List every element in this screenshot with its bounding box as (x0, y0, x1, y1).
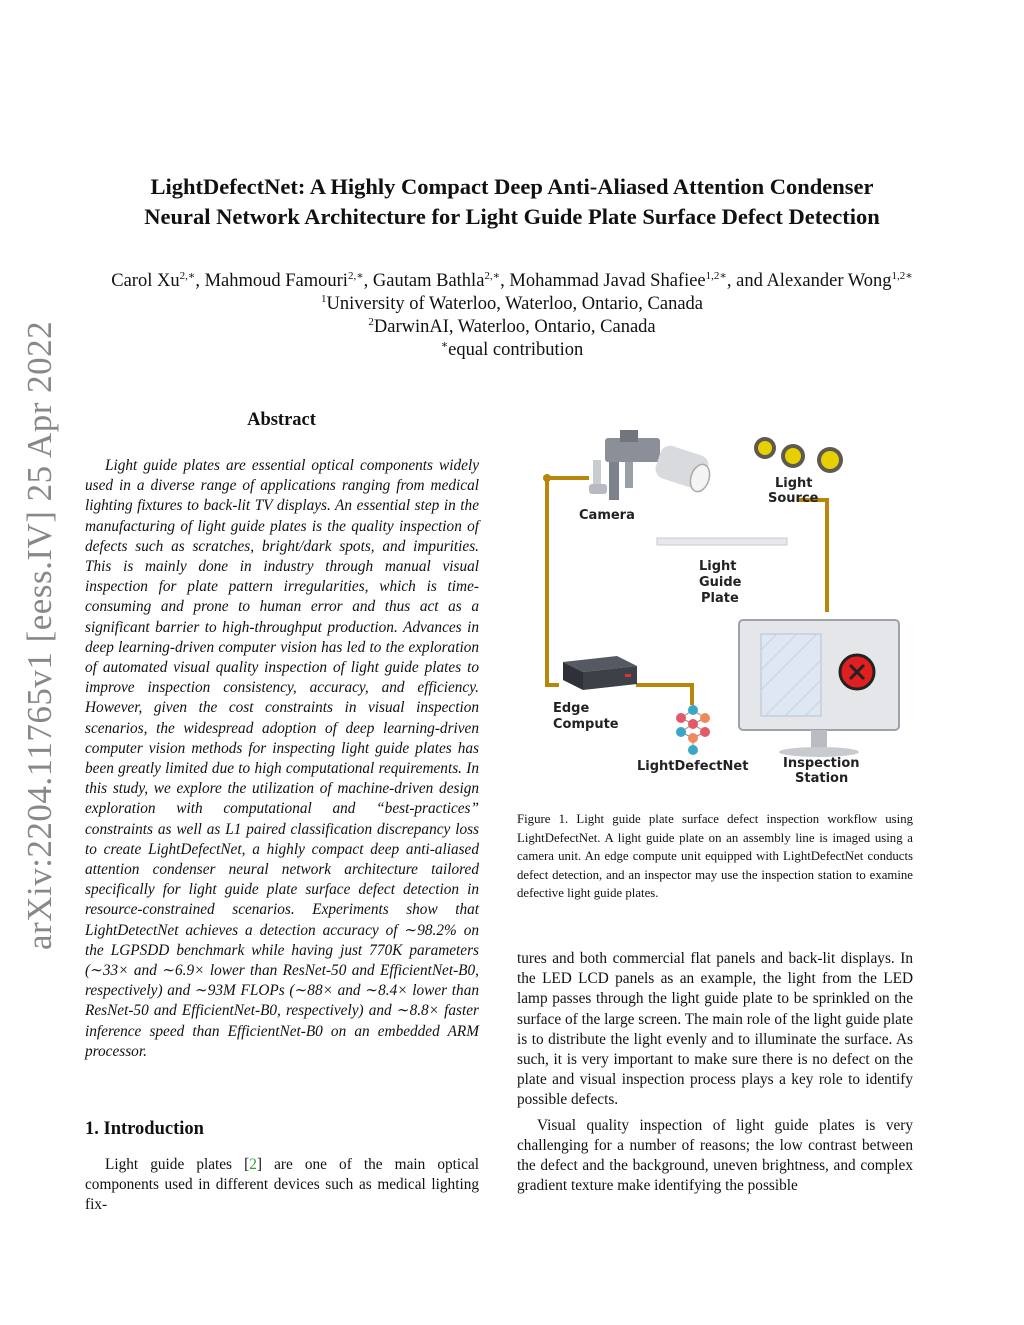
camera-label: Camera (579, 508, 635, 523)
light-guide-plate-icon (657, 538, 787, 545)
inspection-station-icon (739, 620, 899, 757)
title-line-1: LightDefectNet: A Highly Compact Deep Anti-Aliased Attention Condenser (150, 174, 874, 199)
connector-dot (543, 474, 551, 482)
author-affil: 1,2∗ (705, 270, 727, 282)
station-label-1: Inspection (783, 756, 860, 771)
author-name: Mohammad Javad Shafiee (509, 271, 706, 291)
author-affil: 1,2∗ (891, 270, 913, 282)
affiliation: $^2$DarwinAI, Waterloo, Ontario, Canada (368, 316, 656, 337)
paper-title (60, 172, 964, 232)
network-label: LightDefectNet (637, 759, 749, 774)
light-source-label-2: Source (768, 491, 819, 506)
plate-label-1: Light (699, 559, 737, 574)
station-label-2: Station (795, 771, 849, 786)
light-source-label-1: Light (775, 476, 813, 491)
author-affil: 2,∗ (179, 270, 196, 282)
plate-label-2: Guide (699, 575, 742, 590)
author-name: Mahmoud Famouri (204, 271, 348, 291)
paragraph: tures and both commercial flat panels and back-lit displays. In the LED LCD panels as an example, the light from the LED lamp passes through the light guide plate to be sprinkled on the surface of the large screen. The main role of the light guide plate is to distribute the light evenly and to illuminate the surface. As such, it is very important to make sure there is no defect on the plate and visual inspection process plays a key role to identify possible defects. (517, 950, 913, 1109)
camera-icon (589, 430, 713, 500)
citation-link[interactable]: 2 (249, 1156, 257, 1173)
author-affil: 2,∗ (347, 270, 364, 282)
author-name: and Alexander Wong (736, 271, 892, 291)
author-name: Gautam Bathla (372, 271, 485, 291)
plate-label-3: Plate (701, 591, 739, 606)
abstract-text: Light guide plates are essential optical components widely used in a diverse range of applications ranging from medical lighting fixtures to back-lit TV displays. An essential step in the manufacturing of light guide plates is the quality inspection of defects such as scratches, bright/dark spots, and impurities. This is mainly done in industry through manual visual inspection for plate pattern irregularities, which is time-consuming and prone to human error and thus act as a significant barrier to high-throughput production. Advances in deep learning-driven computer vision has led to the exploration of automated visual quality inspection of light guide plates to improve inspection consistency, accuracy, and efficiency. However, given the cost constraints in visual inspection scenarios, the widespread adoption of deep learning-driven computer vision methods for inspecting light guide plates has been greatly limited due to high computational requirements. In this study, we explore the utilization of machine-driven design exploration with computational and “best-practices” constraints as well as L1 paired classification discrepancy loss to create LightDefectNet, a highly compact deep anti-aliased attention condenser neural network architecture tailored specifically for light guide plate surface defect detection in resource-constrained scenarios. Experiments show that LightDetectNet achieves a detection accuracy of ∼98.2% on the LGPSDD benchmark while having just 770K parameters (∼33× and ∼6.9× lower than ResNet-50 and EfficientNet-B0, respectively) and ∼93M FLOPs (∼88× and ∼8.4× lower than ResNet-50 and EfficientNet-B0, respectively) and ∼8.8× faster inference speed than EfficientNet-B0 on an embedded ARM processor. (85, 457, 479, 1060)
arxiv-stamp: arXiv:2204.11765v1 [eess.IV] 25 Apr 2022 (20, 320, 59, 950)
intro-paragraph: Light guide plates [2] are one of the main optical components used in different devices such as medical lighting fix- (85, 1156, 479, 1214)
author-name: Carol Xu (111, 271, 180, 291)
workflow-figure (517, 420, 917, 790)
author-list: Carol $Xu^{2,∗}$, Mahmoud Famouri$^{2,∗}$, Gautam Bathla$^{2,∗}$, Mohammad Javad Shafiee$^{1,2∗}$, and Alexander Wong$^{1,2∗}$ (111, 270, 913, 291)
edge-compute-icon (563, 656, 637, 690)
right-column-text (517, 949, 913, 1196)
light-source-icon (754, 437, 843, 473)
figure-caption: Figure 1. Light guide plate surface defect inspection workflow using LightDefectNet. A light guide plate on an assembly line is imaged using a camera unit. An edge compute unit equipped with LightDefectNet conducts defect detection, and an inspector may use the inspection station to examine defective light guide plates. (517, 812, 913, 900)
section-heading: 1. Introduction (85, 1119, 204, 1139)
edge-compute-label-1: Edge (553, 701, 590, 716)
paragraph: Visual quality inspection of light guide plates is very challenging for a number of reasons; the low contrast between the defect and the background, uneven brightness, and complex gradient texture make identifying the possible (517, 1116, 913, 1195)
abstract-heading: Abstract (247, 410, 316, 430)
edge-compute-label-2: Compute (553, 717, 619, 732)
neural-network-icon (676, 705, 710, 755)
title-line-2: Neural Network Architecture for Light Guide Plate Surface Defect Detection (144, 204, 880, 229)
author-block (40, 270, 984, 362)
author-affil: 2,∗ (484, 270, 501, 282)
affiliation-note: ∗equal contribution (440, 339, 584, 360)
affiliation: $^1$University of Waterloo, Waterloo, Ontario, Canada (320, 293, 703, 314)
